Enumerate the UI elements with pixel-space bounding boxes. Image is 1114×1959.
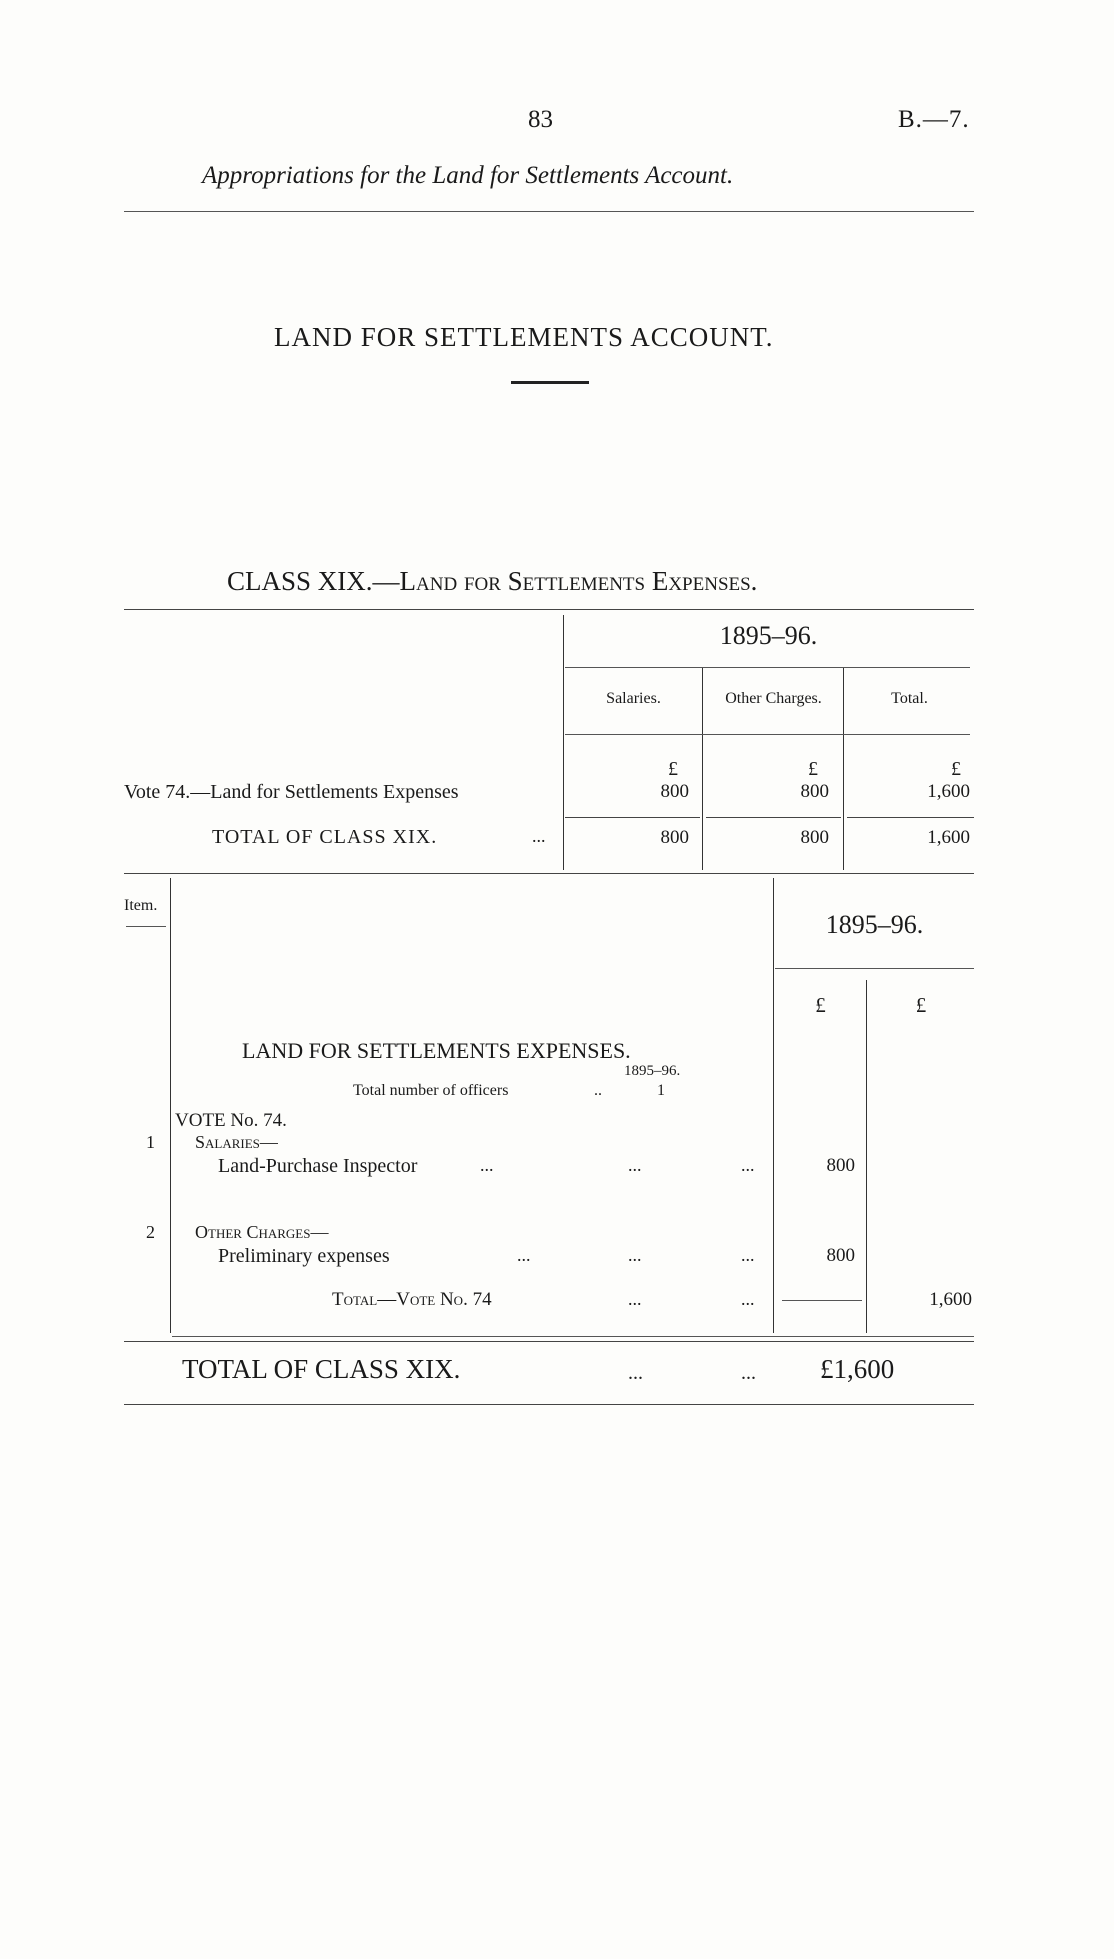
item-column-header: Item.	[124, 897, 158, 914]
detail-amount-divider	[773, 878, 774, 1333]
class-heading	[227, 566, 757, 597]
item-dots: ...	[628, 1155, 642, 1175]
item-dots: ...	[628, 1245, 642, 1265]
summary-row-other: 800	[800, 781, 829, 802]
summary-currency-total: £	[951, 758, 961, 780]
vote-heading: VOTE No. 74.	[175, 1110, 287, 1131]
detail-currency-items: £	[815, 993, 826, 1017]
detail-year-header: 1895–96.	[825, 910, 924, 939]
summary-table-divider	[563, 615, 564, 870]
summary-total-rule-1	[565, 817, 700, 818]
officers-year-label: 1895–96.	[624, 1063, 681, 1079]
vote-total-rule	[782, 1300, 862, 1301]
officers-count: 1	[657, 1082, 665, 1099]
summary-year-header: 1895–96.	[719, 621, 818, 650]
detail-section-title: LAND FOR SETTLEMENTS EXPENSES.	[242, 1038, 631, 1063]
item-description: Preliminary expenses	[218, 1245, 390, 1267]
officers-label: Total number of officers	[353, 1082, 509, 1099]
summary-header-rule	[565, 734, 970, 735]
grand-total-dots: ...	[628, 1362, 643, 1384]
summary-total-other: 800	[800, 827, 829, 848]
item-number: 1	[146, 1132, 155, 1152]
item-number: 2	[146, 1222, 155, 1242]
summary-row-total: 1,600	[927, 781, 970, 802]
title-underline	[511, 381, 589, 384]
item-description: Land-Purchase Inspector	[218, 1155, 418, 1177]
main-title: LAND FOR SETTLEMENTS ACCOUNT.	[274, 322, 774, 352]
detail-subcol-divider	[866, 980, 867, 1333]
summary-col-salaries: Salaries.	[606, 690, 661, 707]
grand-total-dots: ...	[741, 1362, 756, 1384]
running-title: Appropriations for the Land for Settlements Account.	[202, 162, 734, 189]
summary-col-divider-2	[843, 668, 844, 870]
header-rule	[124, 211, 974, 212]
detail-currency-totals: £	[915, 993, 927, 1017]
summary-col-divider-1	[702, 668, 703, 870]
grand-total-amount: £1,600	[820, 1354, 895, 1384]
summary-col-other-charges: Other Charges.	[725, 690, 822, 707]
summary-total-rule-3	[847, 817, 974, 818]
item-amount: 800	[826, 1155, 855, 1176]
vote-total-label: Total—Vote No. 74	[332, 1289, 492, 1310]
grand-total-bottom-rule	[124, 1404, 974, 1405]
item-header-rule	[126, 926, 166, 927]
vote-total-dots: ...	[741, 1289, 755, 1309]
page-number: 83	[528, 106, 553, 133]
item-dots: ...	[517, 1245, 531, 1265]
grand-total-top-rule	[124, 1341, 974, 1342]
item-heading: Salaries—	[195, 1132, 278, 1152]
summary-year-rule	[565, 667, 970, 668]
summary-currency-other: £	[808, 758, 818, 780]
item-dots: ...	[741, 1245, 755, 1265]
summary-total-dots: ...	[532, 826, 546, 846]
detail-item-divider	[170, 878, 171, 1333]
detail-table-bottom-rule	[172, 1336, 974, 1337]
summary-table-top-rule	[124, 609, 974, 610]
summary-total-total: 1,600	[927, 827, 970, 848]
officers-dots: ..	[594, 1082, 602, 1099]
item-heading: Other Charges—	[195, 1222, 329, 1242]
item-dots: ...	[480, 1155, 494, 1175]
summary-table-bottom-rule	[124, 873, 974, 874]
vote-total-amount: 1,600	[929, 1289, 972, 1310]
summary-currency-salaries: £	[668, 758, 678, 780]
summary-total-rule-2	[706, 817, 841, 818]
summary-total-salaries: 800	[660, 827, 689, 848]
summary-row-label: Vote 74.—Land for Settlements Expenses	[124, 781, 459, 803]
vote-total-dots: ...	[628, 1289, 642, 1309]
detail-year-rule	[775, 968, 974, 969]
summary-total-label: TOTAL OF CLASS XIX.	[212, 826, 438, 848]
item-amount: 800	[826, 1245, 855, 1266]
summary-col-total: Total.	[891, 690, 928, 707]
summary-row-salaries: 800	[660, 781, 689, 802]
class-heading-prefix: CLASS XIX.—	[227, 566, 400, 596]
grand-total-label: TOTAL OF CLASS XIX.	[182, 1354, 461, 1384]
document-reference: B.—7.	[898, 106, 970, 133]
item-dots: ...	[741, 1155, 755, 1175]
class-heading-name: Land for Settlements Expenses.	[399, 566, 758, 596]
